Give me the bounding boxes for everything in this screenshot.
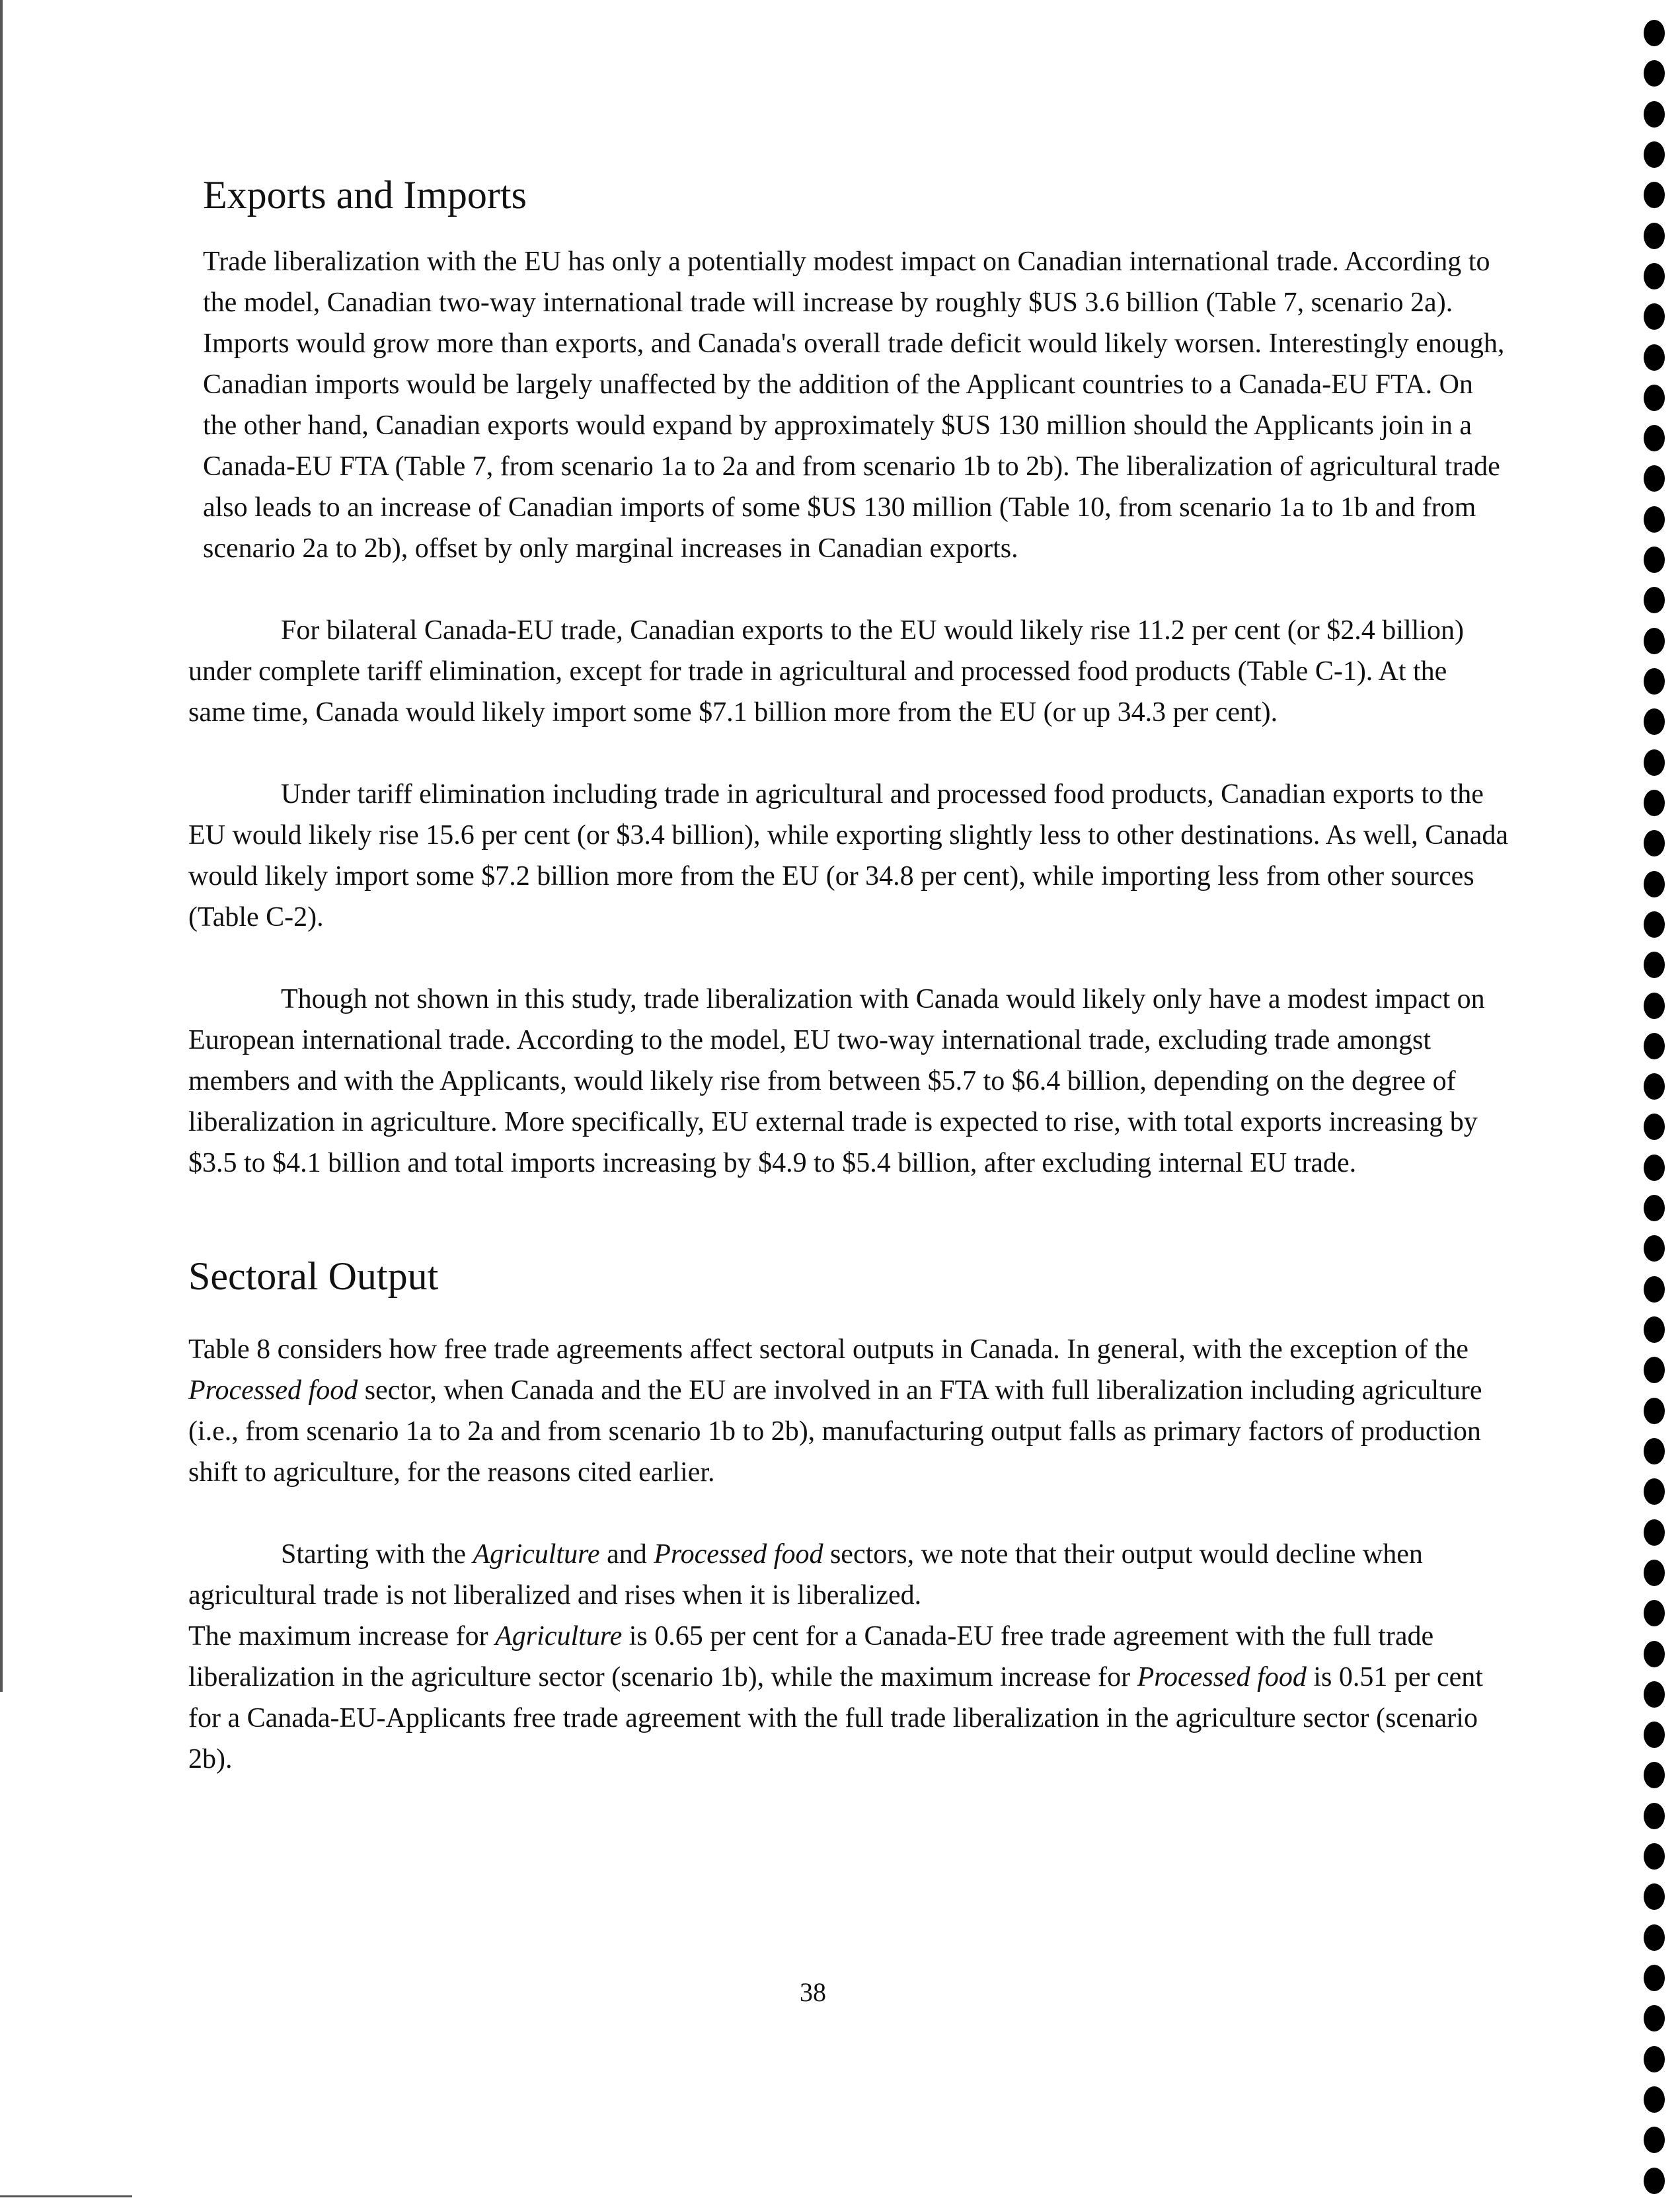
binding-hole	[1644, 1641, 1665, 1667]
text-run: and	[599, 1539, 654, 1570]
page-number: 38	[800, 1977, 826, 2007]
binding-hole	[1644, 506, 1665, 533]
paragraph-tariff-elimination: Under tariff elimination including trade in agricultural and processed food products, Canadian exports to the EU would likely rise 15.6 per cent (or $3.4 billion), while exporting slightly less to other destinations. As well, Canada would likely import some $7.2 billion more from the EU (or 34.8 per cent), while importing less from other sources (Table C-2).	[188, 779, 1509, 932]
binding-hole	[1644, 1195, 1665, 1221]
binding-hole	[1644, 1114, 1665, 1140]
binding-hole	[1644, 182, 1665, 208]
text-run: Table 8 considers how free trade agreements affect sectoral outputs in Canada. In general, with the exception of the	[188, 1334, 1469, 1365]
text-run: The maximum increase for	[188, 1621, 496, 1651]
binding-hole	[1644, 20, 1665, 46]
binding-hole	[1644, 871, 1665, 897]
binding-hole	[1644, 263, 1665, 289]
binding-hole	[1644, 1033, 1665, 1059]
heading-exports-and-imports: Exports and Imports	[203, 173, 527, 217]
binding-hole	[1644, 303, 1665, 330]
binding-hole	[1644, 547, 1665, 573]
page-content	[188, 169, 1510, 1780]
binding-hole	[1644, 2005, 1665, 2031]
binding-hole	[1644, 223, 1665, 249]
italic-term: Processed food	[654, 1539, 823, 1570]
binding-hole	[1644, 1519, 1665, 1546]
text-run: is 0.51 per cent for a Canada-EU-Applicants free trade agreement with the full trade liberalization in the agriculture sector (scenario 2b).	[188, 1662, 1483, 1774]
binding-hole	[1644, 385, 1665, 411]
binding-hole	[1644, 60, 1665, 87]
text-run: Starting with the	[281, 1539, 473, 1570]
binding-hole	[1644, 1762, 1665, 1788]
binding-hole	[1644, 1438, 1665, 1464]
binding-hole	[1644, 628, 1665, 654]
binding-hole	[1644, 1235, 1665, 1262]
paragraph-european-trade: Though not shown in this study, trade liberalization with Canada would likely only have a modest impact on European international trade. According to the model, EU two-way international trade, excluding trade amongst members and with the Applicants, would likely rise from between $5.7 to $6.4 billion, depending on the degree of liberalization in agriculture. More specifically, EU external trade is expected to rise, with total exports increasing by $3.5 to $4.1 billion and total imports increasing by $4.9 to $5.4 billion, after excluding internal EU trade.	[188, 984, 1485, 1178]
binding-hole	[1644, 425, 1665, 451]
binding-hole	[1644, 1883, 1665, 1910]
binding-hole	[1644, 2086, 1665, 2113]
binding-hole	[1644, 2168, 1665, 2194]
paragraph-bilateral-trade: For bilateral Canada-EU trade, Canadian exports to the EU would likely rise 11.2 per cent (or $2.4 billion) under complete tariff elimination, except for trade in agricultural and processed food products (Table C-1). At the same time, Canada would likely import some $7.1 billion more from the EU (or up 34.3 per cent).	[188, 615, 1464, 728]
binding-hole	[1644, 1073, 1665, 1100]
binding-hole	[1644, 465, 1665, 492]
text-run: sector, when Canada and the EU are involved in an FTA with full liberalization including agriculture (i.e., from scenario 1a to 2a and from scenario 1b to 2b), manufacturing output falls as primary factors of production shift to agriculture, for the reasons cited earlier.	[188, 1375, 1482, 1488]
binding-hole	[1644, 2046, 1665, 2072]
binding-hole	[1644, 668, 1665, 695]
binding-hole	[1644, 1560, 1665, 1586]
binding-hole	[1644, 1276, 1665, 1303]
binding-hole	[1644, 749, 1665, 776]
scan-left-edge	[0, 0, 3, 1692]
binding-hole	[1644, 1600, 1665, 1626]
binding-hole	[1644, 1681, 1665, 1708]
text-run: is 0.65 per cent for a Canada-EU free trade agreement with the full trade liberalization in the agriculture sector (scenario 1b), while the maximum increase for	[188, 1621, 1434, 1692]
heading-sectoral-output: Sectoral Output	[188, 1254, 439, 1298]
binding-hole	[1644, 1357, 1665, 1383]
paragraph-trade-liberalization: Trade liberalization with the EU has only a potentially modest impact on Canadian international trade. According to the model, Canadian two-way international trade will increase by roughly $US 3.6 billion (Table 7, scenario 2a). Imports would grow more than exports, and Canada's overall trade deficit would likely worsen. Interestingly enough, Canadian imports would be largely unaffected by the addition of the Applicant countries to a Canada-EU FTA. On the other hand, Canadian exports would expand by approximately $US 130 million should the Applicants join in a Canada-EU FTA (Table 7, from scenario 1a to 2a and from scenario 1b to 2b). The liberalization of agricultural trade also leads to an increase of Canadian imports of some $US 130 million (Table 10, from scenario 1a to 1b and from scenario 2a to 2b), offset by only marginal increases in Canadian exports.	[203, 247, 1505, 564]
binding-hole	[1644, 1722, 1665, 1748]
binding-hole	[1644, 141, 1665, 168]
binding-hole	[1644, 790, 1665, 816]
spiral-binding-holes	[1638, 20, 1671, 2194]
binding-hole	[1644, 952, 1665, 978]
binding-hole	[1644, 830, 1665, 856]
italic-term: Agriculture	[495, 1621, 623, 1651]
binding-hole	[1644, 1965, 1665, 1991]
binding-hole	[1644, 708, 1665, 735]
binding-hole	[1644, 993, 1665, 1019]
binding-hole	[1644, 1924, 1665, 1951]
binding-hole	[1644, 1398, 1665, 1424]
paragraph-agriculture-output	[188, 1534, 1510, 1616]
italic-term: Processed food	[1137, 1662, 1307, 1692]
binding-hole	[1644, 1803, 1665, 1829]
scan-bottom-edge	[0, 2195, 132, 2197]
binding-hole	[1644, 911, 1665, 938]
binding-hole	[1644, 2127, 1665, 2153]
italic-term: Agriculture	[473, 1539, 600, 1570]
text-run: sectors, we note that their output would decline when agricultural trade is not liberalized and rises when it is liberalized.	[188, 1539, 1423, 1611]
italic-term: Processed food	[188, 1375, 358, 1406]
binding-hole	[1644, 1316, 1665, 1343]
binding-hole	[1644, 587, 1665, 613]
binding-hole	[1644, 1155, 1665, 1181]
paragraph-maximum-increase	[188, 1616, 1510, 1780]
binding-hole	[1644, 101, 1665, 128]
binding-hole	[1644, 344, 1665, 371]
binding-hole	[1644, 1478, 1665, 1505]
paragraph-table-8	[188, 1329, 1510, 1493]
binding-hole	[1644, 1843, 1665, 1870]
